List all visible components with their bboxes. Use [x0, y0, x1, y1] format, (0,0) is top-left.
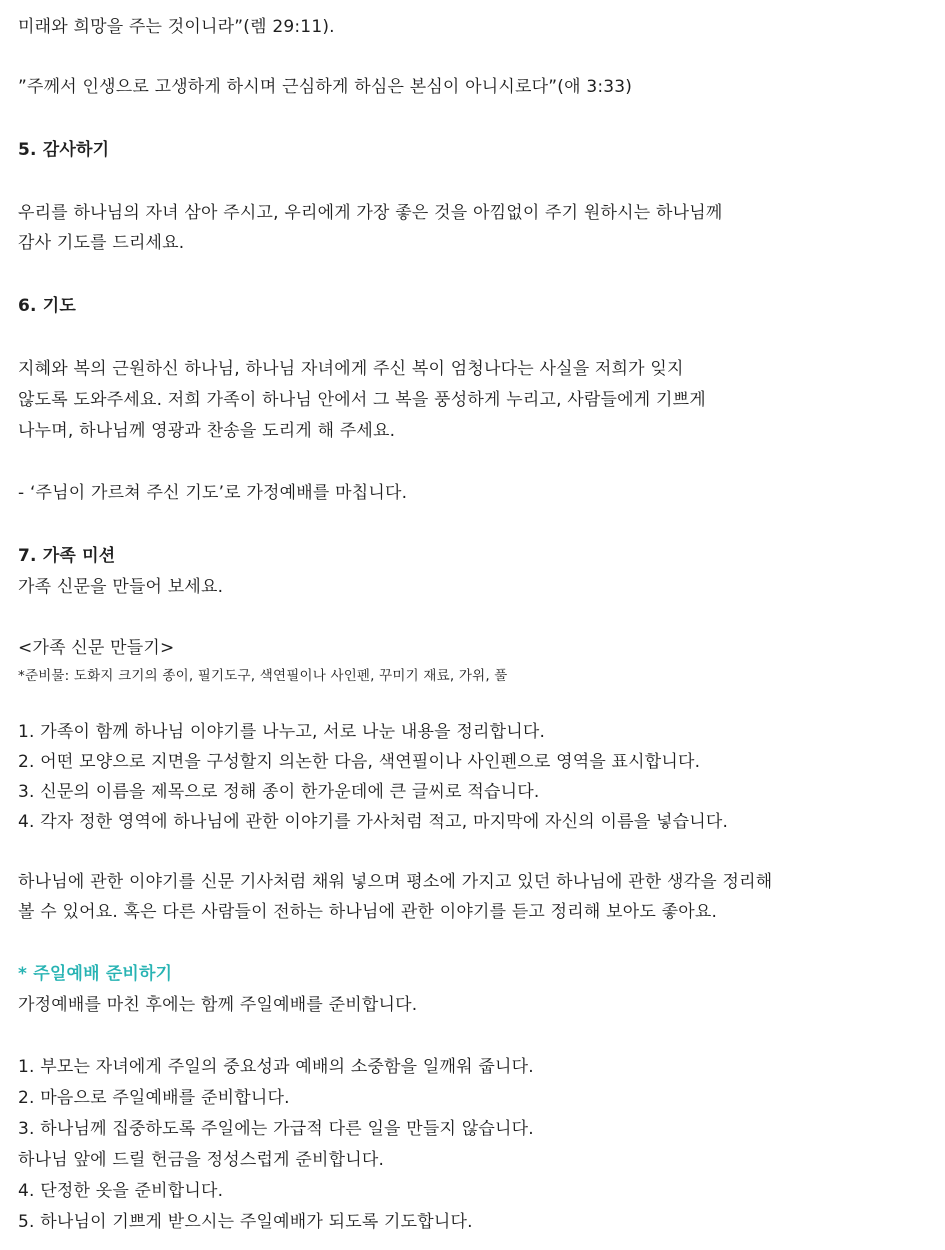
- paragraph-line: 우리를 하나님의 자녀 삼아 주시고, 우리에게 가장 좋은 것을 아낌없이 주기 원하시는 하나님께: [18, 203, 723, 223]
- paragraph-line: 볼 수 있어요. 혹은 다른 사람들이 전하는 하나님에 관한 이야기를 듣고 정리해 보아도 좋아요.: [18, 902, 718, 922]
- paragraph-line: - ‘주님이 가르쳐 주신 기도’로 가정예배를 마칩니다.: [18, 483, 408, 503]
- list-item: 1. 부모는 자녀에게 주일의 중요성과 예배의 소중함을 일깨워 줍니다.: [18, 1057, 534, 1077]
- list-item: 2. 마음으로 주일예배를 준비합니다.: [18, 1088, 290, 1108]
- scripture-quote: ”주께서 인생으로 고생하게 하시며 근심하게 하심은 본심이 아니시로다”(애 3:33): [18, 77, 633, 97]
- paragraph-line: 미래와 희망을 주는 것이니라”(렘 29:11).: [18, 17, 335, 37]
- section-heading-family-mission: 7. 가족 미션: [18, 546, 116, 566]
- list-item: 하나님 앞에 드릴 헌금을 정성스럽게 준비합니다.: [18, 1150, 385, 1170]
- materials-line: *준비물: 도화지 크기의 종이, 필기도구, 색연필이나 사인펜, 꾸미기 재료, 가위, 풀: [18, 668, 508, 684]
- paragraph-line: 감사 기도를 드리세요.: [18, 233, 185, 253]
- section-heading-thanks: 5. 감사하기: [18, 140, 110, 160]
- section-heading-prayer: 6. 기도: [18, 296, 77, 316]
- paragraph-line: 나누며, 하나님께 영광과 찬송을 도리게 해 주세요.: [18, 421, 396, 441]
- list-item: 5. 하나님이 기쁘게 받으시는 주일예배가 되도록 기도합니다.: [18, 1212, 473, 1232]
- subtitle-line: <가족 신문 만들기>: [18, 638, 175, 658]
- paragraph-line: 지혜와 복의 근원하신 하나님, 하나님 자녀에게 주신 복이 엄청나다는 사실을 저희가 잊지: [18, 359, 684, 379]
- section-heading-sunday-worship: * 주일예배 준비하기: [18, 964, 173, 984]
- list-item: 3. 하나님께 집중하도록 주일에는 가급적 다른 일을 만들지 않습니다.: [18, 1119, 534, 1139]
- list-item: 2. 어떤 모양으로 지면을 구성할지 의논한 다음, 색연필이나 사인펜으로 영역을 표시합니다.: [18, 752, 701, 772]
- paragraph-line: 하나님에 관한 이야기를 신문 기사처럼 채워 넣으며 평소에 가지고 있던 하나님에 관한 생각을 정리해: [18, 872, 773, 892]
- paragraph-line: 않도록 도와주세요. 저희 가족이 하나님 안에서 그 복을 풍성하게 누리고, 사람들에게 기쁘게: [18, 390, 706, 410]
- list-item: 4. 각자 정한 영역에 하나님에 관한 이야기를 가사처럼 적고, 마지막에 자신의 이름을 넣습니다.: [18, 812, 729, 832]
- paragraph-line: 가족 신문을 만들어 보세요.: [18, 577, 224, 597]
- list-item: 1. 가족이 함께 하나님 이야기를 나누고, 서로 나눈 내용을 정리합니다.: [18, 722, 546, 742]
- list-item: 3. 신문의 이름을 제목으로 정해 종이 한가운데에 큰 글씨로 적습니다.: [18, 782, 540, 802]
- list-item: 4. 단정한 옷을 준비합니다.: [18, 1181, 224, 1201]
- paragraph-line: 가정예배를 마친 후에는 함께 주일예배를 준비합니다.: [18, 995, 418, 1015]
